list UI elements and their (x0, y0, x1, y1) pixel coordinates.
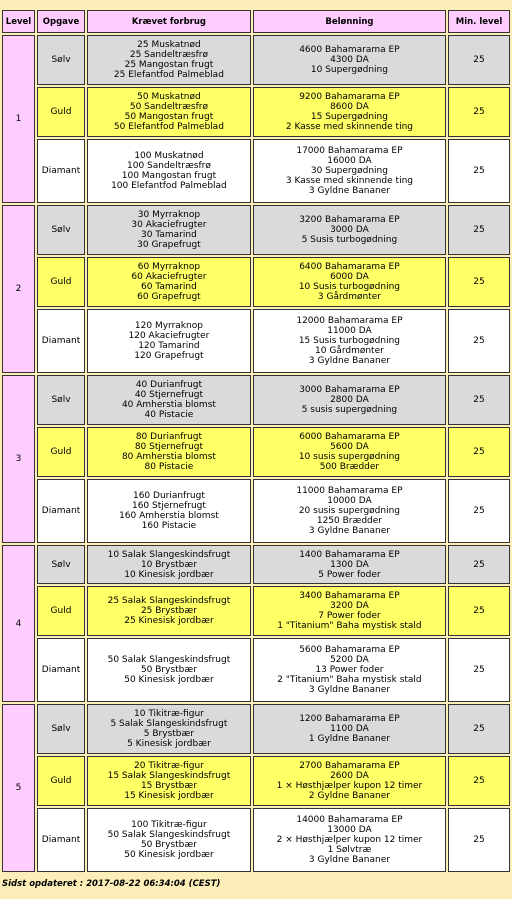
reward-item: 3 Gyldne Bananer (308, 356, 390, 366)
required-item: 5 Salak Slangeskindsfrugt (110, 719, 228, 729)
reward-item: 1 "Titanium" Baha mystisk stald (277, 621, 422, 631)
required-item: 40 Pistacie (144, 410, 194, 420)
reward-item: 1250 Brædder (316, 516, 382, 526)
required-item: 100 Sandeltræsfrø (127, 161, 211, 171)
required-item: 25 Elefantfod Palmeblad (113, 70, 224, 80)
required-item: 25 Mangostan frugt (124, 60, 214, 70)
reward-cell (253, 479, 446, 543)
min-level-cell: 25 (448, 309, 510, 373)
required-item: 160 Pistacie (141, 521, 197, 531)
reward-item: 3200 Bahamarama EP (299, 215, 400, 225)
required-item: 15 Brystbær (140, 781, 197, 791)
min-level-cell: 25 (448, 427, 510, 477)
required-item: 25 Kinesisk jordbær (124, 616, 214, 626)
reward-cell (253, 35, 446, 85)
reward-item: 2 Gyldne Bananer (308, 791, 390, 801)
reward-item: 8600 DA (330, 102, 369, 112)
min-level-cell: 25 (448, 704, 510, 754)
required-item: 25 Brystbær (140, 606, 197, 616)
reward-cell (253, 586, 446, 636)
table-body (2, 35, 510, 872)
required-item: 80 Pistacie (144, 462, 194, 472)
required-item: 100 Muskatnød (134, 151, 204, 161)
reward-item: 2800 DA (330, 395, 369, 405)
task-cell: Diamant (37, 479, 85, 543)
level-table (0, 8, 512, 874)
reward-cell (253, 375, 446, 425)
reward-item: 3 Gårdmønter (317, 292, 381, 302)
required-cell (87, 309, 251, 373)
table-row (2, 35, 510, 85)
table-row (2, 638, 510, 702)
min-level-cell: 25 (448, 638, 510, 702)
task-cell: Guld (37, 586, 85, 636)
reward-item: 1400 Bahamarama EP (299, 549, 400, 560)
required-item: 80 Durianfrugt (135, 432, 203, 442)
min-level-cell: 25 (448, 545, 510, 584)
required-cell (87, 375, 251, 425)
task-cell: Diamant (37, 139, 85, 203)
reward-item: 3 Gyldne Bananer (308, 685, 390, 695)
min-level-cell: 25 (448, 257, 510, 307)
required-item: 10 Salak Slangeskindsfrugt (107, 549, 231, 560)
reward-item: 5200 DA (330, 655, 369, 665)
last-updated: Sidst opdateret : 2017-08-22 06:34:04 (CEST) (2, 879, 221, 889)
required-cell (87, 205, 251, 255)
required-item: 160 Amherstia blomst (119, 511, 219, 521)
reward-item: 500 Brædder (319, 462, 380, 472)
min-level-cell: 25 (448, 139, 510, 203)
required-item: 30 Tamarind (141, 230, 197, 240)
reward-item: 10 susis supergødning (298, 452, 401, 462)
required-cell (87, 545, 251, 584)
required-item: 50 Elefantfod Palmeblad (113, 122, 224, 132)
reward-item: 10 Gårdmønter (315, 346, 384, 356)
required-item: 40 Durianfrugt (135, 380, 203, 390)
table-row (2, 586, 510, 636)
required-item: 5 Brystbær (143, 729, 195, 739)
required-item: 80 Amherstia blomst (121, 452, 216, 462)
reward-item: 11000 Bahamarama EP (296, 486, 403, 496)
required-item: 60 Akaciefrugter (131, 272, 207, 282)
reward-item: 7 Power foder (318, 611, 381, 621)
table-row (2, 427, 510, 477)
header-reward: Belønning (253, 10, 446, 33)
table-row (2, 545, 510, 584)
required-cell (87, 479, 251, 543)
reward-item: 10 Supergødning (310, 65, 388, 75)
reward-item: 5 Power foder (318, 569, 381, 580)
required-item: 120 Grapefrugt (134, 351, 204, 361)
reward-item: 13000 DA (327, 825, 372, 835)
task-cell: Diamant (37, 808, 85, 872)
required-item: 160 Durianfrugt (132, 491, 205, 501)
reward-item: 9200 Bahamarama EP (299, 92, 400, 102)
required-cell (87, 87, 251, 137)
min-level-cell: 25 (448, 375, 510, 425)
reward-item: 1 × Høsthjælper kupon 12 timer (276, 781, 423, 791)
task-cell: Sølv (37, 545, 85, 584)
table-row (2, 87, 510, 137)
header-level: Level (2, 10, 35, 33)
reward-item: 1300 DA (330, 559, 369, 570)
reward-cell (253, 808, 446, 872)
required-item: 30 Grapefrugt (137, 240, 201, 250)
reward-item: 3400 Bahamarama EP (299, 591, 400, 601)
reward-item: 6400 Bahamarama EP (299, 262, 400, 272)
required-item: 15 Kinesisk jordbær (124, 791, 214, 801)
required-cell (87, 704, 251, 754)
reward-cell (253, 756, 446, 806)
min-level-cell: 25 (448, 35, 510, 85)
reward-item: 3 Gyldne Bananer (308, 526, 390, 536)
reward-cell (253, 139, 446, 203)
reward-item: 13 Power foder (315, 665, 384, 675)
required-item: 25 Muskatnød (137, 40, 201, 50)
header-task: Opgave (37, 10, 85, 33)
reward-cell (253, 309, 446, 373)
reward-item: 2700 Bahamarama EP (299, 761, 400, 771)
table-row (2, 139, 510, 203)
required-cell (87, 427, 251, 477)
required-cell (87, 257, 251, 307)
table-row (2, 704, 510, 754)
reward-item: 2 "Titanium" Baha mystisk stald (277, 675, 422, 685)
required-item: 50 Mangostan frugt (124, 112, 214, 122)
required-cell (87, 586, 251, 636)
header-min-level: Min. level (448, 10, 510, 33)
table-row (2, 375, 510, 425)
reward-cell (253, 545, 446, 584)
level-cell: 2 (2, 205, 35, 373)
level-cell: 4 (2, 545, 35, 702)
required-item: 60 Grapefrugt (137, 292, 201, 302)
reward-item: 6000 Bahamarama EP (299, 432, 400, 442)
required-item: 25 Salak Slangeskindsfrugt (107, 596, 231, 606)
task-cell: Sølv (37, 375, 85, 425)
required-item: 60 Tamarind (141, 282, 197, 292)
reward-item: 1 Gyldne Bananer (308, 734, 390, 744)
task-cell: Guld (37, 87, 85, 137)
reward-item: 10 Susis turbogødning (298, 282, 401, 292)
table-row (2, 309, 510, 373)
reward-item: 15 Supergødning (310, 112, 388, 122)
reward-item: 4300 DA (330, 55, 369, 65)
required-item: 120 Tamarind (138, 341, 200, 351)
required-item: 60 Myrraknop (137, 262, 201, 272)
reward-item: 16000 DA (327, 156, 372, 166)
reward-item: 12000 Bahamarama EP (296, 316, 403, 326)
required-item: 30 Akaciefrugter (131, 220, 207, 230)
required-item: 120 Akaciefrugter (128, 331, 210, 341)
reward-cell (253, 704, 446, 754)
reward-item: 15 Susis turbogødning (298, 336, 401, 346)
required-item: 100 Elefantfod Palmeblad (111, 181, 227, 191)
reward-item: 5600 Bahamarama EP (299, 645, 400, 655)
required-item: 30 Myrraknop (137, 210, 201, 220)
required-cell (87, 808, 251, 872)
required-item: 50 Brystbær (140, 840, 197, 850)
required-item: 10 Brystbær (140, 559, 197, 570)
min-level-cell: 25 (448, 756, 510, 806)
required-item: 50 Muskatnød (137, 92, 201, 102)
reward-item: 3 Gyldne Bananer (308, 855, 390, 865)
required-item: 5 Kinesisk jordbær (127, 739, 211, 749)
min-level-cell: 25 (448, 87, 510, 137)
required-item: 160 Stjernefrugt (131, 501, 206, 511)
reward-cell (253, 427, 446, 477)
reward-item: 3200 DA (330, 601, 369, 611)
required-item: 40 Stjernefrugt (134, 390, 204, 400)
task-cell: Sølv (37, 205, 85, 255)
task-cell: Diamant (37, 309, 85, 373)
min-level-cell: 25 (448, 586, 510, 636)
required-item: 50 Brystbær (140, 665, 197, 675)
required-item: 100 Tikitræ-figur (131, 820, 207, 830)
reward-item: 3000 Bahamarama EP (299, 385, 400, 395)
table-row (2, 808, 510, 872)
reward-item: 3000 DA (330, 225, 369, 235)
task-cell: Guld (37, 427, 85, 477)
required-item: 10 Kinesisk jordbær (124, 569, 214, 580)
required-item: 50 Kinesisk jordbær (124, 675, 214, 685)
task-cell: Sølv (37, 35, 85, 85)
required-item: 20 Tikitræ-figur (134, 761, 204, 771)
reward-item: 2 Kasse med skinnende ting (285, 122, 413, 132)
reward-item: 4600 Bahamarama EP (299, 45, 400, 55)
task-cell: Diamant (37, 638, 85, 702)
required-item: 40 Amherstia blomst (121, 400, 216, 410)
reward-item: 1200 Bahamarama EP (299, 714, 400, 724)
table-row (2, 205, 510, 255)
required-item: 50 Kinesisk jordbær (124, 850, 214, 860)
required-cell (87, 35, 251, 85)
reward-cell (253, 87, 446, 137)
level-cell: 1 (2, 35, 35, 203)
table-row (2, 257, 510, 307)
reward-item: 1100 DA (330, 724, 369, 734)
required-cell (87, 756, 251, 806)
required-item: 100 Mangostan frugt (121, 171, 217, 181)
required-item: 10 Tikitræ-figur (134, 709, 204, 719)
header-required: Krævet forbrug (87, 10, 251, 33)
task-cell: Sølv (37, 704, 85, 754)
reward-item: 10000 DA (327, 496, 372, 506)
reward-item: 30 Supergødning (310, 166, 388, 176)
reward-item: 5600 DA (330, 442, 369, 452)
reward-item: 3 Gyldne Bananer (308, 186, 390, 196)
reward-cell (253, 257, 446, 307)
reward-item: 20 susis supergødning (298, 506, 401, 516)
reward-item: 2 × Høsthjælper kupon 12 timer (276, 835, 423, 845)
reward-item: 5 susis supergødning (301, 405, 398, 415)
min-level-cell: 25 (448, 205, 510, 255)
min-level-cell: 25 (448, 479, 510, 543)
level-cell: 3 (2, 375, 35, 543)
required-item: 15 Salak Slangeskindsfrugt (107, 771, 231, 781)
required-item: 50 Sandeltræsfrø (129, 102, 208, 112)
reward-item: 2600 DA (330, 771, 369, 781)
required-item: 25 Sandeltræsfrø (129, 50, 208, 60)
reward-item: 5 Susis turbogødning (301, 235, 398, 245)
reward-item: 17000 Bahamarama EP (296, 146, 403, 156)
required-item: 80 Stjernefrugt (134, 442, 204, 452)
level-cell: 5 (2, 704, 35, 872)
reward-item: 1 Sølvtræ (327, 845, 372, 855)
reward-cell (253, 205, 446, 255)
required-item: 50 Salak Slangeskindsfrugt (107, 830, 231, 840)
table-row (2, 756, 510, 806)
min-level-cell: 25 (448, 808, 510, 872)
table-row (2, 479, 510, 543)
reward-item: 11000 DA (327, 326, 372, 336)
header-row (2, 10, 510, 33)
task-cell: Guld (37, 756, 85, 806)
task-cell: Guld (37, 257, 85, 307)
required-cell (87, 638, 251, 702)
reward-item: 14000 Bahamarama EP (296, 815, 403, 825)
reward-cell (253, 638, 446, 702)
reward-item: 3 Kasse med skinnende ting (285, 176, 413, 186)
required-item: 50 Salak Slangeskindsfrugt (107, 655, 231, 665)
required-item: 120 Myrraknop (134, 321, 203, 331)
required-cell (87, 139, 251, 203)
reward-item: 6000 DA (330, 272, 369, 282)
